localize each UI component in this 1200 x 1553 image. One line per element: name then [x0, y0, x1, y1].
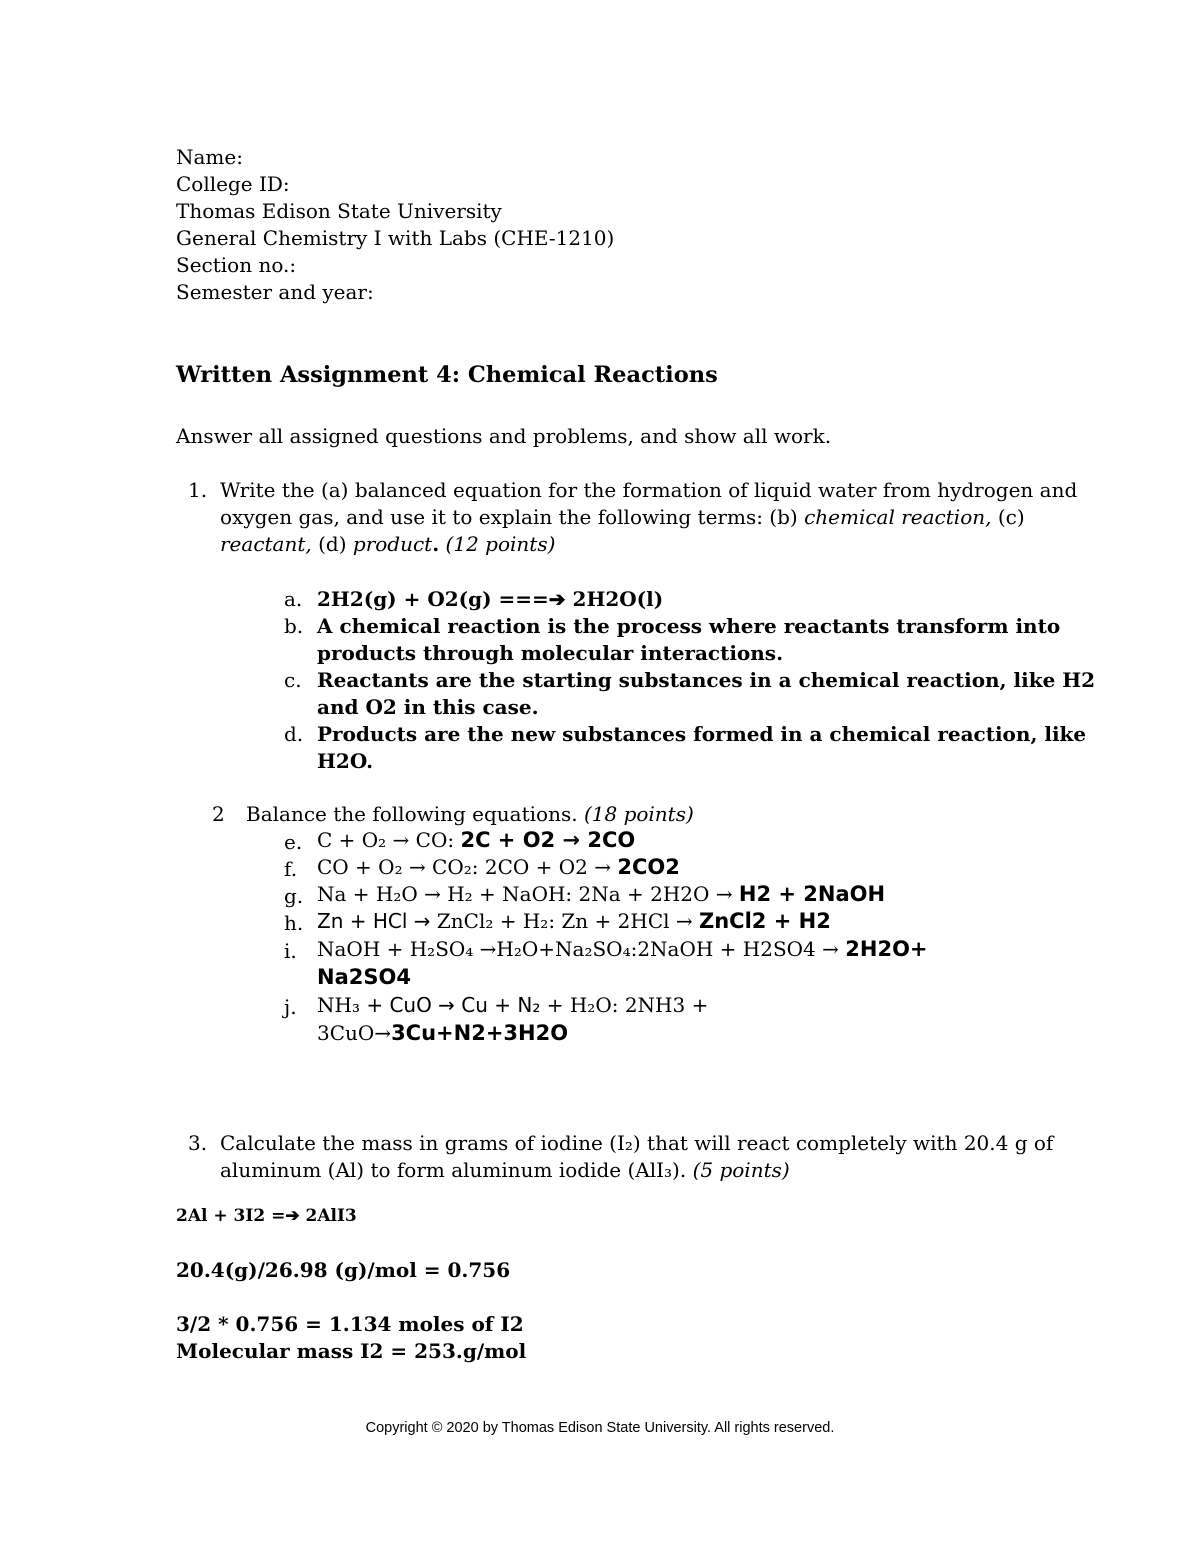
- q1-line3: reactant, (d) product. (12 points): [220, 532, 556, 556]
- university-line: Thomas Edison State University: [176, 199, 502, 223]
- q2-item-e: C + O₂ → CO: 2C + O2 → 2CO: [317, 828, 636, 852]
- q1-answer-d-line2: H2O.: [317, 749, 374, 773]
- q3-line1: Calculate the mass in grams of iodine (I₂) that will react completely with 20.4 g of: [220, 1131, 1054, 1155]
- q2-item-f-label: f.: [284, 857, 298, 881]
- q3-work-moles-i2: 3/2 * 0.756 = 1.134 moles of I2: [176, 1312, 524, 1336]
- course-line: General Chemistry I with Labs (CHE-1210): [176, 226, 615, 250]
- section-line: Section no.:: [176, 253, 297, 277]
- q1-answer-c-label: c.: [284, 668, 302, 692]
- q2-item-i-line1: NaOH + H₂SO₄ →H₂O+Na₂SO₄:2NaOH + H2SO4 → 2H2O+: [317, 937, 928, 961]
- assignment-title: Written Assignment 4: Chemical Reactions: [176, 362, 718, 388]
- q2-item-h: Zn + HCl → ZnCl₂ + H₂: Zn + 2HCl → ZnCl2 + H2: [317, 909, 831, 933]
- q1-line1: Write the (a) balanced equation for the formation of liquid water from hydrogen and: [220, 478, 1078, 502]
- q3-work-molar-mass: Molecular mass I2 = 253.g/mol: [176, 1339, 527, 1363]
- q1-answer-c-line2: and O2 in this case.: [317, 695, 539, 719]
- q1-answer-d-label: d.: [284, 722, 304, 746]
- q2-item-f: CO + O₂ → CO₂: 2CO + O2 → 2CO2: [317, 855, 680, 879]
- q2-number: 2: [212, 802, 225, 826]
- q1-answer-c-line1: Reactants are the starting substances in a chemical reaction, like H2: [317, 668, 1096, 692]
- q1-answer-a-label: a.: [284, 587, 303, 611]
- q1-answer-b-line2: products through molecular interactions.: [317, 641, 784, 665]
- q1-line2: oxygen gas, and use it to explain the following terms: (b) chemical reaction, (c): [220, 505, 1025, 529]
- q1-answer-d-line1: Products are the new substances formed in a chemical reaction, like: [317, 722, 1087, 746]
- q3-line2: aluminum (Al) to form aluminum iodide (AlI₃). (5 points): [220, 1158, 790, 1182]
- q2-text: Balance the following equations. (18 points): [246, 802, 694, 826]
- q1-answer-b-label: b.: [284, 614, 304, 638]
- copyright-footer: Copyright © 2020 by Thomas Edison State University. All rights reserved.: [365, 1420, 835, 1436]
- q2-item-j-line2: 3CuO→3Cu+N2+3H2O: [317, 1021, 569, 1045]
- q1-answer-a: 2H2(g) + O2(g) ===➔ 2H2O(l): [317, 587, 664, 611]
- q3-work-equation: 2Al + 3I2 =➔ 2AlI3: [176, 1206, 357, 1226]
- instructions: Answer all assigned questions and problems, and show all work.: [176, 424, 832, 448]
- q2-item-i-label: i.: [284, 939, 297, 963]
- q3-number: 3.: [188, 1131, 208, 1155]
- q2-item-i-line2: Na2SO4: [317, 965, 411, 989]
- q2-item-g: Na + H₂O → H₂ + NaOH: 2Na + 2H2O → H2 + 2NaOH: [317, 882, 886, 906]
- q2-item-e-label: e.: [284, 830, 303, 854]
- q1-number: 1.: [188, 478, 208, 502]
- q2-item-j-line1: NH₃ + CuO → Cu + N₂ + H₂O: 2NH3 +: [317, 993, 709, 1017]
- q2-item-h-label: h.: [284, 911, 304, 935]
- q2-item-j-label: j.: [284, 995, 297, 1019]
- q2-item-g-label: g.: [284, 884, 304, 908]
- q1-answer-b-line1: A chemical reaction is the process where reactants transform into: [317, 614, 1061, 638]
- name-line: Name:: [176, 145, 243, 169]
- college-id-line: College ID:: [176, 172, 290, 196]
- q3-work-moles-al: 20.4(g)/26.98 (g)/mol = 0.756: [176, 1258, 511, 1282]
- semester-line: Semester and year:: [176, 280, 374, 304]
